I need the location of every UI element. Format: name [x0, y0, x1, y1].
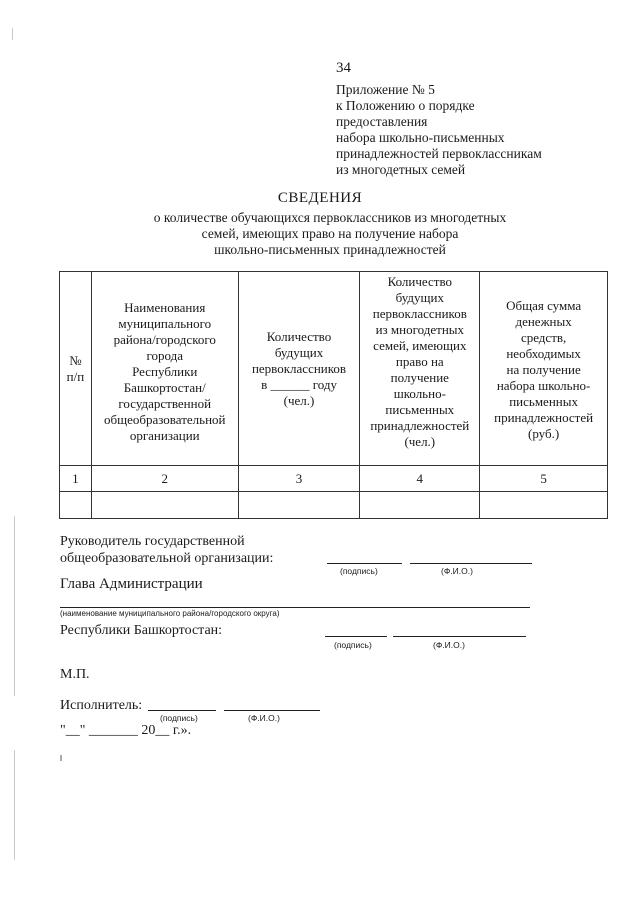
stamp-place-label: М.П.: [60, 667, 90, 682]
signature-line: [325, 636, 387, 637]
col-number-cell: 3: [238, 466, 360, 492]
empty-cell: [91, 492, 238, 519]
date-line: "__" _______ 20__ г.».: [60, 723, 192, 738]
scan-artifact: [14, 750, 15, 860]
municipal-line: [60, 607, 530, 608]
head-org-label: Руководитель государственной общеобразовательной организации:: [60, 534, 274, 566]
table-empty-row: [60, 492, 608, 519]
scan-artifact: [60, 755, 62, 761]
data-table: [59, 271, 608, 519]
table-header-row: [60, 272, 608, 466]
table-number-row: [60, 466, 608, 492]
subtitle-line: школьно-письменных принадлежностей: [214, 242, 446, 257]
subtitle-line: семей, имеющих право на получение набора: [201, 226, 459, 241]
header-col-large-families-count: Количество будущих первоклассников из многодетных семей, имеющих право на получение школьно- письменных принадлежностей (чел.): [360, 272, 480, 466]
appendix-line: набора школьно-письменных: [336, 130, 505, 145]
appendix-block: [336, 82, 586, 178]
fio-line: [410, 563, 532, 564]
col-number-cell: 4: [360, 466, 480, 492]
fio-line: [393, 636, 526, 637]
col-number-cell: 1: [60, 466, 92, 492]
subtitle-line: о количестве обучающихся первоклассников из многодетных: [153, 210, 507, 225]
podpis-caption: (подпись): [160, 713, 198, 723]
podpis-caption: (подпись): [340, 566, 378, 576]
page-number: 34: [336, 60, 351, 76]
header-col-total-sum: Общая сумма денежных средств, необходимых на получение набора школьно- письменных принадлежностей (руб.): [480, 272, 608, 466]
republic-label: Республики Башкортостан:: [60, 623, 223, 638]
header-col-future-count: Количество будущих первоклассников в ______ году (чел.): [238, 272, 360, 466]
appendix-line: предоставления: [336, 114, 428, 129]
fio-line: [224, 710, 320, 711]
appendix-line: из многодетных семей: [336, 162, 466, 177]
header-col-organization: Наименования муниципального района/городского города Республики Башкортостан/ государственной общеобразовательной организации: [91, 272, 238, 466]
municipal-caption: (наименование муниципального района/городского округа): [60, 609, 280, 618]
appendix-line: Приложение № 5: [336, 82, 435, 97]
glava-label: Глава Администрации: [60, 576, 203, 592]
fio-caption: (Ф.И.О.): [248, 713, 280, 723]
empty-cell: [360, 492, 480, 519]
empty-cell: [60, 492, 92, 519]
podpis-caption: (подпись): [334, 640, 372, 650]
empty-cell: [238, 492, 360, 519]
signature-line: [327, 563, 402, 564]
appendix-line: принадлежностей первоклассникам: [336, 146, 542, 161]
document-subtitle: [120, 210, 540, 258]
executor-label: Исполнитель:: [60, 698, 143, 713]
col-number-cell: 2: [91, 466, 238, 492]
col-number-cell: 5: [480, 466, 608, 492]
header-col-number: № п/п: [60, 272, 92, 466]
empty-cell: [480, 492, 608, 519]
fio-caption: (Ф.И.О.): [433, 640, 465, 650]
scan-artifact: [12, 28, 13, 40]
signature-line: [148, 710, 216, 711]
document-title: СВЕДЕНИЯ: [277, 190, 363, 206]
appendix-line: к Положению о порядке: [336, 98, 475, 113]
scan-artifact: [14, 516, 15, 696]
fio-caption: (Ф.И.О.): [441, 566, 473, 576]
